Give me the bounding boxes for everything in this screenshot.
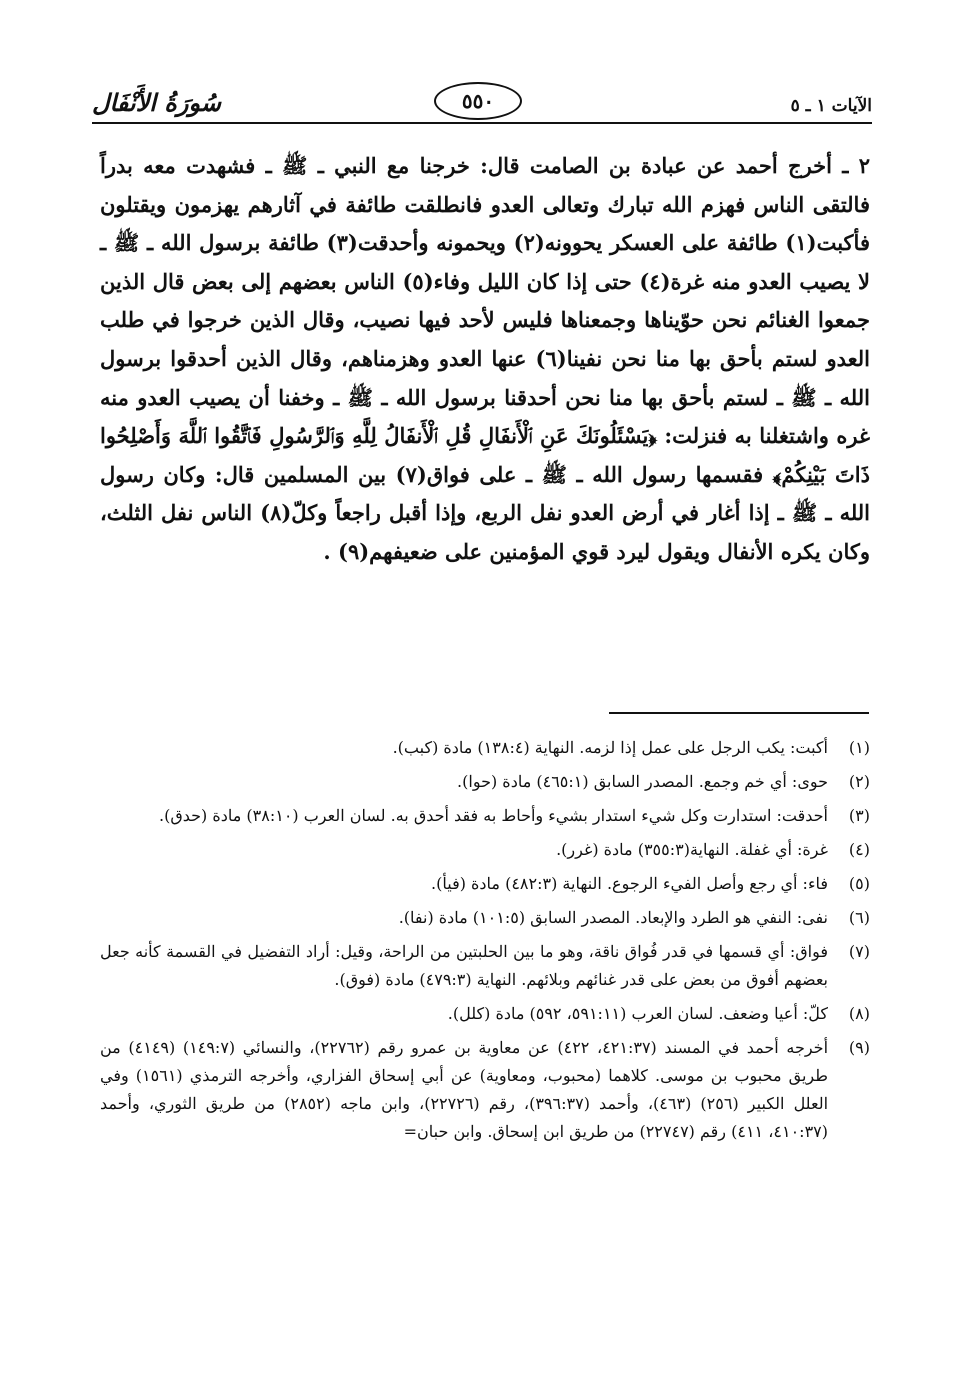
footnote-item bbox=[100, 904, 870, 932]
footnote-text: أكبت: يكب الرجل على عمل إذا لزمه. النهاية (١٣٨:٤) مادة (كبب). bbox=[392, 738, 828, 757]
verse-range: الآيات ١ ـ ٥ bbox=[790, 96, 872, 116]
page-number-oval bbox=[434, 82, 522, 120]
footnote-text: أخرجه أحمد في المسند (٤٢١:٣٧، ٤٢٢) عن معاوية بن عمرو رقم (٢٢٧٦٢)، والنسائي (١٤٩:٧) (٤١٤٩) من طريق محبوب بن موسى. كلاهما (محبوب، ومعاوية) عن أبي إسحاق الفزاري، وأخرجه الترمذي (١٥٦١) وفي العلل الكبير (٢٥٦) (٤٦٣)، وأحمد (٣٩٦:٣٧)، رقم (٢٢٧٢٦)، وابن ماجه (٢٨٥٢) من طريق الثوري، وأحمد (٤١٠:٣٧، ٤١١) رقم (٢٢٧٤٧) من طريق ابن إسحاق. وابن حبان= bbox=[100, 1038, 829, 1141]
footnote-number: (٢) bbox=[848, 772, 870, 791]
footnote-item bbox=[100, 870, 870, 898]
footnote-text: غرة: أي غفلة. النهاية(٣٥٥:٣) مادة (غرر). bbox=[556, 840, 828, 859]
footnote-number: (٧) bbox=[848, 942, 870, 961]
footnote-item bbox=[100, 836, 870, 864]
footnote-number: (١) bbox=[848, 738, 870, 757]
footnote-divider bbox=[609, 712, 869, 714]
footnote-text: أحدقت: استدارت وكل شيء استدار بشيء وأحاط به فقد أحدق به. لسان العرب (٣٨:١٠) مادة (حدق). bbox=[159, 806, 828, 825]
hadith-paragraph: ٢ ـ أخرج أحمد عن عبادة بن الصامت قال: خرجنا مع النبي ـ ﷺ ـ فشهدت معه بدراً فالتقى الناس فهزم الله تبارك وتعالى العدو فانطلقت طائفة في آثارهم يهزمون ويقتلون فأكبت(١) طائفة على العسكر يحوونه(٢) ويحمونه وأحدقت(٣) طائفة برسول الله ـ ﷺ ـ لا يصيب العدو منه غرة(٤) حتى إذا كان الليل وفاء(٥) الناس بعضهم إلى بعض قال الذين جمعوا الغنائم نحن حوّيناها وجمعناها فليس لأحد فيها نصيب، وقال الذين خرجوا في طلب العدو لستم بأحق بها منا نحن نفينا(٦) عنها العدو وهزمناهم، وقال الذين أحدقوا برسول الله ـ ﷺ ـ لستم بأحق بها منا نحن أحدقنا برسول الله ـ ﷺ ـ وخفنا أن يصيب العدو منه غره واشتغلنا به فنزلت: ﴿يَسْئَلُونَكَ عَنِ ٱلْأَنفَالِ قُلِ ٱلْأَنفَالُ لِلَّهِ وَٱلرَّسُولِ فَٱتَّقُوا ٱللَّهَ وَأَصْلِحُوا ذَاتَ بَيْنِكُمْ﴾ فقسمها رسول الله ـ ﷺ ـ على فواق(٧) بين المسلمين قال: وكان رسول الله ـ ﷺ ـ إذا أغار في أرض العدو نفل الربع، وإذا أقبل راجعاً وكلّ(٨) الناس نفل الثلث، وكان يكره الأنفال ويقول ليرد قوي المؤمنين على ضعيفهم(٩) . bbox=[100, 153, 871, 564]
footnotes bbox=[100, 734, 870, 1152]
footnote-item bbox=[100, 802, 870, 830]
footnote-number: (٩) bbox=[848, 1038, 870, 1057]
surah-title: سُورَةُ الأَنْفَال bbox=[92, 88, 221, 117]
header-rule bbox=[92, 122, 872, 124]
footnote-number: (٦) bbox=[848, 908, 870, 927]
footnote-text: نفى: النفي هو الطرد والإبعاد. المصدر السابق (١٠١:٥) مادة (نفا). bbox=[398, 908, 828, 927]
footnote-text: فاء: أي رجع وأصل الفيء الرجوع. النهاية (٤٨٢:٣) مادة (فيأ). bbox=[431, 874, 828, 893]
footnote-item bbox=[100, 1000, 870, 1028]
footnote-item bbox=[100, 1034, 870, 1146]
main-text bbox=[100, 147, 870, 572]
footnote-number: (٥) bbox=[848, 874, 870, 893]
footnote-item bbox=[100, 768, 870, 796]
footnote-text: كلّ: أعيا وضعف. لسان العرب (٥٩١:١١، ٥٩٢) مادة (كلل). bbox=[447, 1004, 828, 1023]
footnote-item bbox=[100, 938, 870, 994]
page-number: ٥٥٠ bbox=[461, 89, 495, 113]
footnote-number: (٨) bbox=[848, 1004, 870, 1023]
footnote-text: فواق: أي قسمها في قدر فُواق ناقة، وهو ما بين الحلبتين من الراحة، وقيل: أراد التفضيل في القسمة كأنه جعل بعضهم أفوق من بعض على قدر غنائهم وبلائهم. النهاية (٤٧٩:٣) مادة (فوق). bbox=[100, 942, 828, 989]
footnote-number: (٤) bbox=[848, 840, 870, 859]
footnote-item bbox=[100, 734, 870, 762]
footnote-text: حوى: أي خم وجمع. المصدر السابق (٤٦٥:١) مادة (حوا). bbox=[457, 772, 828, 791]
footnote-number: (٣) bbox=[848, 806, 870, 825]
page-header bbox=[92, 82, 872, 122]
